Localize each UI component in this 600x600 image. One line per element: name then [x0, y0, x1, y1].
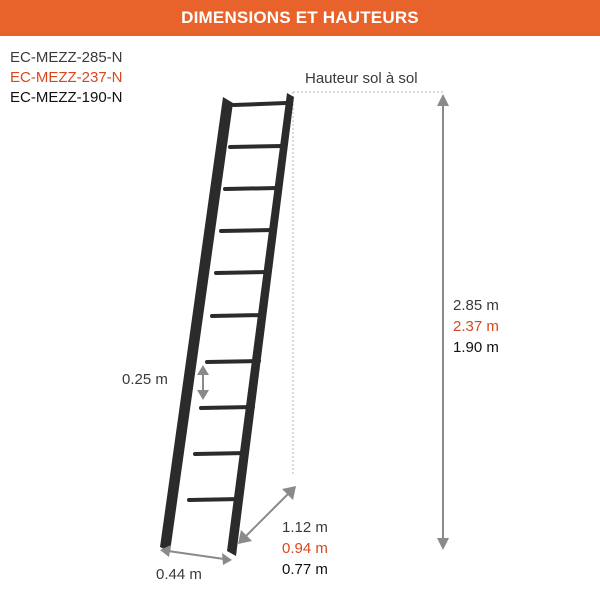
height-title: Hauteur sol à sol [305, 70, 418, 87]
height-237-value: 2.37 m [453, 318, 499, 335]
depth-values [282, 517, 328, 580]
width-label: 0.44 m [156, 566, 202, 583]
step-spacing-arrow [197, 365, 209, 400]
ladder-rails [160, 93, 294, 556]
ladder-rung [212, 315, 264, 316]
depth-237-value: 0.94 m [282, 540, 328, 557]
height-190-value: 1.90 m [453, 339, 499, 356]
ladder-rung [201, 407, 253, 408]
ladder-rung [207, 361, 259, 362]
ladder-rung [221, 230, 273, 231]
height-values [453, 295, 499, 358]
width-arrow [160, 545, 232, 565]
ladder-rung [195, 453, 247, 454]
model-285-label: EC-MEZZ-285-N [10, 49, 123, 66]
ladder-rung [216, 272, 268, 273]
depth-285-value: 1.12 m [282, 519, 328, 536]
ladder-left-rail [160, 97, 233, 552]
ladder-rung [234, 103, 286, 105]
height-285-value: 2.85 m [453, 297, 499, 314]
ladder-rung [230, 146, 282, 147]
model-237-label: EC-MEZZ-237-N [10, 69, 123, 86]
step-spacing-label: 0.25 m [122, 371, 168, 388]
banner-title: DIMENSIONS ET HAUTEURS [181, 8, 419, 27]
height-arrow [437, 94, 449, 550]
model-190-label: EC-MEZZ-190-N [10, 89, 123, 106]
ladder-right-rail [227, 93, 294, 556]
ladder-rung [189, 499, 241, 500]
depth-190-value: 0.77 m [282, 561, 328, 578]
ladder-rung [225, 188, 277, 189]
